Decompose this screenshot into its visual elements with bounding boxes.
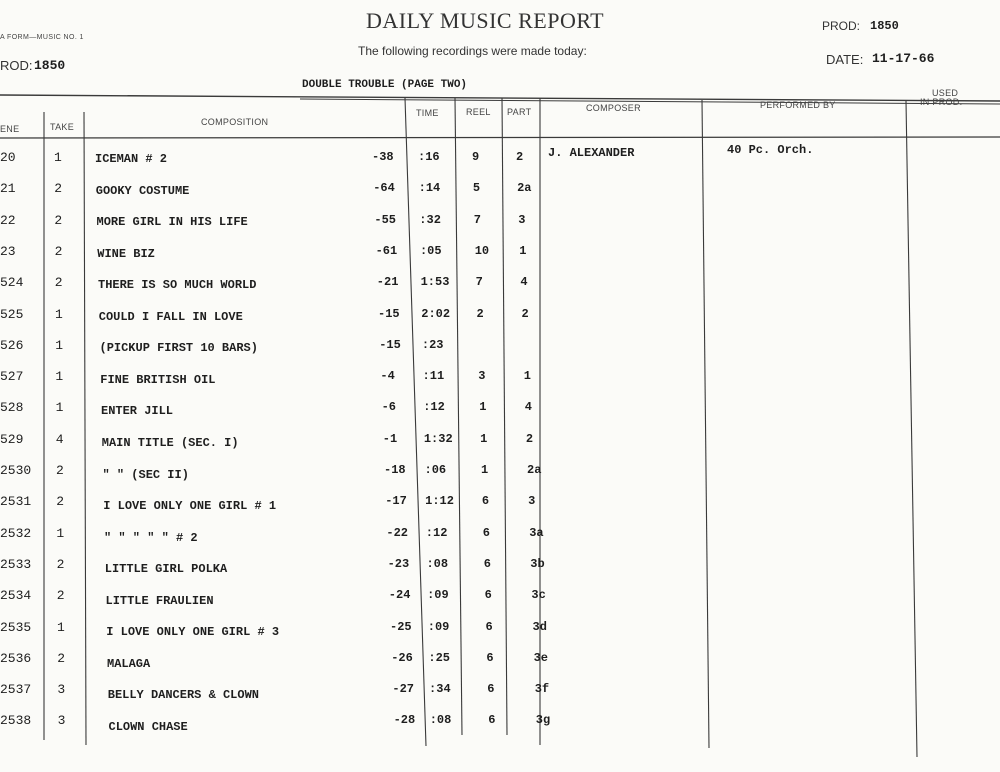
row-scene: 23 (0, 243, 16, 259)
row-take: 4 (55, 431, 64, 447)
row-reel: 1 (479, 400, 487, 415)
row-code: -38 (372, 150, 394, 164)
row-part: 2 (516, 150, 524, 164)
col-header-scene: ENE (0, 124, 20, 134)
row-composition: GOOKY COSTUME (95, 183, 190, 198)
row-scene: 524 (0, 275, 24, 291)
row-reel: 2 (476, 306, 484, 321)
row-take: 1 (55, 369, 64, 385)
row-time: :05 (419, 243, 442, 258)
row-composition: WINE BIZ (97, 246, 155, 261)
form-label: A FORM—MUSIC NO. 1 (0, 34, 84, 41)
row-scene: 2532 (0, 525, 32, 541)
row-reel: 6 (486, 650, 494, 665)
prod-left-label: ROD: (0, 58, 33, 73)
row-time: 1:53 (420, 275, 450, 290)
row-composition: THERE IS SO MUCH WORLD (98, 278, 257, 293)
col-header-used-in-prod: IN PROD. (920, 97, 963, 107)
row-time: :06 (424, 463, 447, 477)
row-time: :34 (429, 682, 451, 697)
row-take: 2 (54, 275, 63, 291)
row-scene: 20 (0, 150, 16, 165)
row-part: 3f (534, 682, 550, 697)
row-scene: 2533 (0, 556, 32, 572)
row-part: 3b (530, 556, 545, 571)
row-part: 3a (529, 525, 544, 540)
row-scene: 525 (0, 306, 24, 322)
row-code: -21 (376, 275, 399, 290)
row-composition: " " " " " # 2 (104, 530, 198, 545)
row-code: -64 (373, 181, 395, 196)
row-reel: 1 (480, 431, 488, 446)
row-composition: " " (SEC II) (102, 467, 189, 482)
row-code: -4 (380, 369, 395, 384)
row-scene: 2531 (0, 494, 32, 510)
row-code: -55 (374, 212, 396, 227)
row-part: 4 (524, 400, 532, 415)
row-composition: FINE BRITISH OIL (100, 372, 216, 387)
row-reel: 5 (472, 181, 481, 196)
row-time: 2:02 (421, 306, 451, 321)
row-composition: MORE GIRL IN HIS LIFE (96, 215, 248, 230)
row-scene: 2536 (0, 650, 32, 666)
row-part: 3c (531, 588, 546, 603)
row-take: 1 (54, 150, 62, 165)
row-composition: MALAGA (107, 656, 151, 671)
row-code: -17 (385, 494, 407, 509)
row-scene: 527 (0, 369, 24, 385)
row-take: 2 (56, 494, 64, 510)
row-part: 3d (532, 619, 547, 634)
col-header-take: TAKE (50, 122, 75, 132)
col-header-part: PART (507, 107, 532, 117)
row-reel: 6 (483, 556, 491, 571)
row-composition: COULD I FALL IN LOVE (98, 309, 243, 324)
row-code: -26 (391, 650, 413, 665)
row-take: 2 (54, 212, 63, 228)
row-composition: (PICKUP FIRST 10 BARS) (99, 341, 258, 356)
performed-by-value: 40 Pc. Orch. (727, 143, 814, 157)
row-reel: 6 (481, 494, 490, 509)
row-scene: 2534 (0, 588, 32, 604)
row-take: 2 (56, 588, 65, 604)
row-scene: 2535 (0, 619, 32, 635)
report-title: DAILY MUSIC REPORT (366, 8, 605, 33)
date-label: DATE: (826, 52, 864, 67)
row-part: 1 (519, 243, 527, 258)
row-take: 1 (57, 619, 65, 635)
row-time: :12 (423, 400, 445, 415)
row-code: -1 (382, 431, 398, 446)
row-composition: ICEMAN # 2 (95, 152, 168, 166)
picture-title: DOUBLE TROUBLE (PAGE TWO) (302, 79, 468, 91)
row-code: -18 (384, 463, 406, 477)
row-time: :08 (429, 713, 452, 728)
row-reel: 7 (473, 212, 481, 227)
row-composition: LITTLE FRAULIEN (105, 593, 214, 608)
composer-value: J. ALEXANDER (548, 146, 635, 160)
col-header-reel: REEL (466, 107, 491, 117)
row-time: :23 (421, 337, 444, 352)
row-composition: CLOWN CHASE (108, 719, 188, 734)
row-part: 2a (527, 463, 542, 477)
row-code: -27 (392, 682, 414, 697)
row-time: :14 (418, 181, 441, 196)
row-code: -25 (390, 619, 412, 634)
col-header-composition: COMPOSITION (201, 117, 269, 127)
row-composition: I LOVE ONLY ONE GIRL # 1 (103, 499, 277, 514)
prod-right-label: PROD: (822, 19, 861, 33)
row-composition: BELLY DANCERS & CLOWN (107, 688, 259, 703)
row-code: -23 (387, 556, 410, 571)
row-take: 3 (57, 713, 66, 729)
row-code: -28 (393, 713, 416, 728)
row-composition: ENTER JILL (101, 404, 174, 419)
row-reel: 6 (482, 525, 490, 540)
row-time: 1:32 (423, 431, 453, 446)
col-header-used: USED (932, 88, 959, 98)
row-take: 1 (56, 525, 65, 541)
row-part: 2 (521, 306, 529, 321)
report-subtitle: The following recordings were made today: (358, 44, 587, 58)
row-composition: LITTLE GIRL POLKA (104, 562, 228, 577)
row-part: 3g (535, 713, 551, 728)
row-part: 3 (528, 494, 536, 509)
row-scene: 529 (0, 431, 24, 447)
col-header-composer: COMPOSER (586, 103, 641, 113)
prod-left-value: 1850 (34, 58, 66, 73)
row-take: 3 (57, 682, 66, 698)
row-code: -6 (381, 400, 396, 415)
row-time: 1:12 (425, 494, 454, 509)
row-reel: 6 (488, 713, 496, 728)
row-take: 2 (56, 463, 64, 478)
row-scene: 2538 (0, 713, 32, 729)
row-reel: 1 (481, 463, 489, 477)
row-reel: 7 (475, 275, 483, 290)
row-take: 1 (55, 400, 64, 416)
col-header-performed-by: PERFORMED BY (760, 100, 836, 110)
row-part: 4 (520, 275, 528, 290)
row-code: -61 (375, 243, 398, 258)
row-take: 2 (54, 181, 62, 197)
row-reel: 9 (472, 150, 480, 164)
row-time: :32 (419, 212, 441, 227)
row-take: 1 (55, 306, 63, 322)
row-time: :16 (418, 150, 440, 164)
row-scene: 22 (0, 212, 16, 228)
row-composition: MAIN TITLE (SEC. I) (101, 435, 239, 450)
row-scene: 526 (0, 337, 24, 353)
row-time: :08 (426, 556, 449, 571)
row-reel: 6 (487, 682, 495, 697)
row-time: :25 (428, 650, 450, 665)
row-composition: I LOVE ONLY ONE GIRL # 3 (106, 625, 280, 640)
row-scene: 2530 (0, 463, 32, 478)
row-time: :12 (425, 525, 448, 540)
row-part: 3 (518, 212, 526, 227)
row-take: 2 (54, 243, 63, 259)
row-reel: 10 (474, 243, 490, 258)
row-scene: 21 (0, 181, 16, 197)
row-take: 1 (55, 337, 63, 353)
prod-right-value: 1850 (870, 19, 899, 33)
row-part: 1 (523, 369, 531, 384)
row-reel: 6 (484, 588, 492, 603)
row-part: 3e (533, 650, 548, 665)
row-part: 2a (517, 181, 532, 196)
row-reel: 6 (485, 619, 493, 634)
row-time: :11 (422, 369, 445, 384)
row-reel: 3 (478, 369, 486, 384)
row-time: :09 (427, 588, 449, 603)
row-take: 2 (56, 556, 65, 572)
row-scene: 2537 (0, 682, 32, 698)
row-take: 2 (57, 650, 65, 666)
date-value: 11-17-66 (872, 51, 935, 66)
col-header-time: TIME (416, 108, 439, 118)
row-code: -15 (379, 337, 401, 352)
row-part: 2 (525, 431, 534, 446)
row-code: -24 (388, 588, 411, 603)
row-scene: 528 (0, 400, 24, 416)
row-code: -22 (386, 525, 408, 540)
row-code: -15 (378, 306, 400, 321)
row-time: :09 (427, 619, 450, 634)
